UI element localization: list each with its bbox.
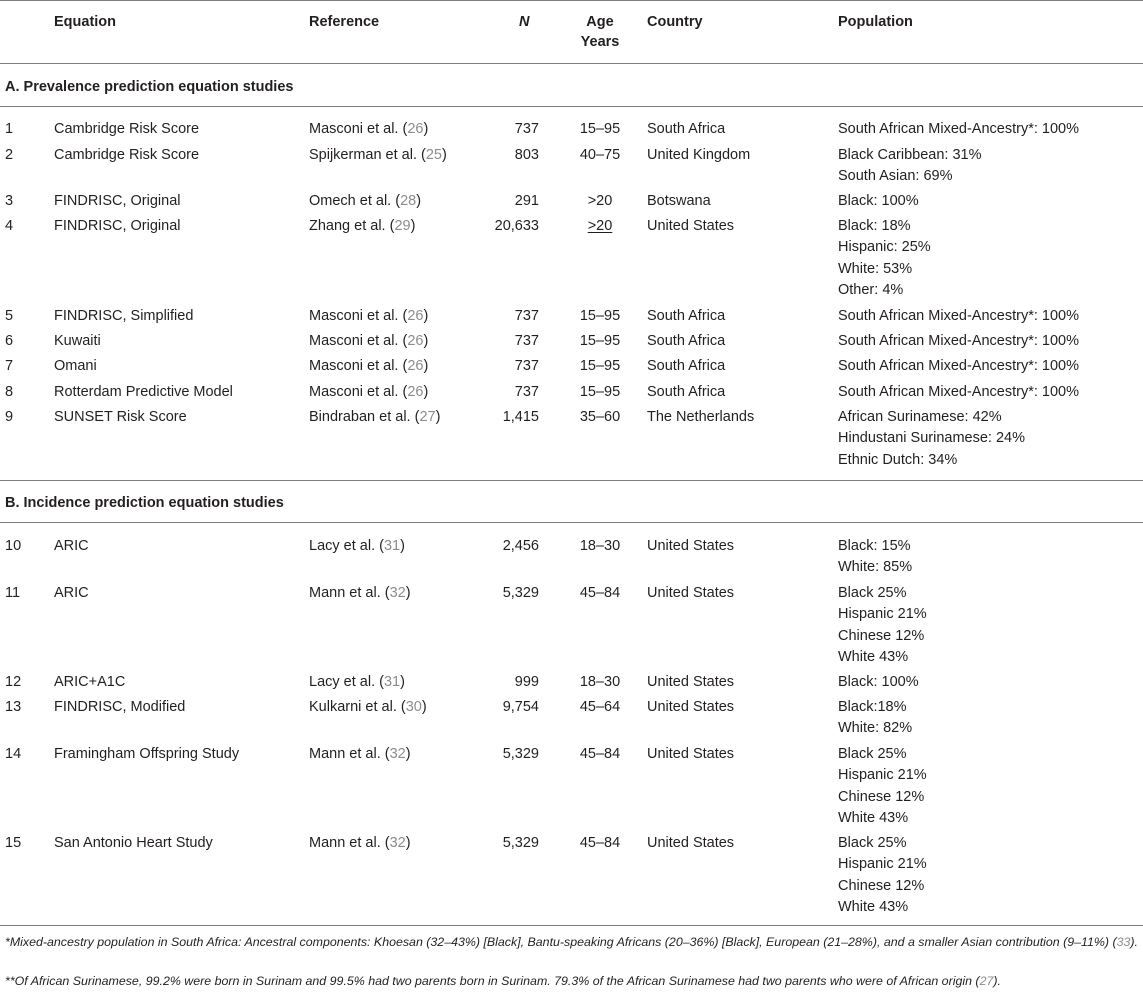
reference-author: Spijkerman et al. ( <box>309 147 426 163</box>
equation-name: Cambridge Risk Score <box>54 121 200 137</box>
reference-cell: Masconi et al. (26) <box>309 308 429 324</box>
reference-number-link[interactable]: 32 <box>389 835 406 851</box>
country: United States <box>647 746 735 762</box>
population-item: Hispanic 21% <box>838 606 927 623</box>
population-item: Black: 100% <box>838 193 919 209</box>
reference-number-link[interactable]: 31 <box>383 674 401 690</box>
population-item: South African Mixed-Ancestry*: 100% <box>838 384 1079 400</box>
country: United States <box>647 218 735 234</box>
top-rule <box>0 0 1143 1</box>
section-b-rule <box>0 522 1143 523</box>
section-a-rule <box>0 106 1143 107</box>
row-number: 4 <box>5 218 14 234</box>
age-range: 18–30 <box>579 674 621 690</box>
age-range: 40–75 <box>579 147 621 163</box>
population-item: Black: 15% <box>838 538 911 554</box>
population-item: Other: 4% <box>838 282 904 299</box>
population-item: Chinese 12% <box>838 627 925 644</box>
row-number: 12 <box>5 674 22 690</box>
reference-number-link[interactable]: 26 <box>407 358 424 374</box>
sample-size: 737 <box>514 121 539 137</box>
reference-number-link[interactable]: 26 <box>407 121 424 137</box>
sample-size: 5,329 <box>502 835 539 851</box>
reference-cell: Spijkerman et al. (25) <box>309 147 447 163</box>
country: South Africa <box>647 384 726 400</box>
section-b-top-rule <box>0 480 1143 481</box>
reference-author: Masconi et al. ( <box>309 333 408 349</box>
row-number: 8 <box>5 384 14 400</box>
population-item: Black: 18% <box>838 218 911 234</box>
equation-name: FINDRISC, Simplified <box>54 308 194 324</box>
age-range: 45–84 <box>579 746 621 762</box>
population-item: Black: 100% <box>838 674 919 690</box>
header-equation: Equation <box>54 14 117 30</box>
row-number: 10 <box>5 538 22 554</box>
population-cell <box>838 306 1079 327</box>
age-range: 15–95 <box>579 333 621 349</box>
header-population: Population <box>838 14 913 30</box>
population-item: White: 53% <box>838 260 913 277</box>
footnote-2-text: **Of African Surinamese, 99.2% were born in Surinam and 99.5% had two parents born in Surinam. 79.3% of the African Surinamese had two parents who were of African origin ( <box>5 974 980 988</box>
reference-cell: Omech et al. (28) <box>309 193 422 209</box>
population-item: Chinese 12% <box>838 788 925 805</box>
population-cell <box>838 216 931 302</box>
reference-number-link[interactable]: 28 <box>400 193 417 209</box>
reference-author: Mann et al. ( <box>309 746 390 762</box>
reference-author: Lacy et al. ( <box>309 674 384 690</box>
age-range: >20 <box>587 218 613 234</box>
age-range: 45–84 <box>579 585 621 601</box>
row-number: 15 <box>5 835 22 851</box>
age-range: 18–30 <box>579 538 621 554</box>
reference-cell: Zhang et al. (29) <box>309 218 416 234</box>
row-number: 9 <box>5 409 14 425</box>
population-item: White: 82% <box>838 720 913 737</box>
sample-size: 803 <box>514 147 539 163</box>
population-item: White 43% <box>838 899 909 916</box>
reference-number-link[interactable]: 31 <box>383 538 401 554</box>
row-number: 13 <box>5 699 22 715</box>
row-number: 1 <box>5 121 14 137</box>
footnote-mixed-ancestry <box>5 933 1138 952</box>
equation-name: SUNSET Risk Score <box>54 409 187 425</box>
country: United Kingdom <box>647 147 751 163</box>
country: The Netherlands <box>647 409 755 425</box>
reference-cell: Masconi et al. (26) <box>309 121 429 137</box>
reference-number-link[interactable]: 26 <box>407 333 424 349</box>
age-range: 15–95 <box>579 121 621 137</box>
reference-cell: Lacy et al. (31) <box>309 538 405 554</box>
country: South Africa <box>647 358 726 374</box>
population-item: White: 85% <box>838 559 913 576</box>
country: United States <box>647 835 735 851</box>
sample-size: 5,329 <box>502 585 539 601</box>
equation-name: Cambridge Risk Score <box>54 147 200 163</box>
row-number: 11 <box>5 585 21 601</box>
population-item: Ethnic Dutch: 34% <box>838 451 958 468</box>
reference-author: Lacy et al. ( <box>309 538 384 554</box>
equation-name: FINDRISC, Original <box>54 193 181 209</box>
reference-cell: Bindraban et al. (27) <box>309 409 441 425</box>
age-range: 15–95 <box>579 308 621 324</box>
reference-author: Mann et al. ( <box>309 585 390 601</box>
population-item: Hispanic: 25% <box>838 239 931 256</box>
population-item: South African Mixed-Ancestry*: 100% <box>838 333 1079 349</box>
reference-cell: Masconi et al. (26) <box>309 333 429 349</box>
equation-name: FINDRISC, Modified <box>54 699 186 715</box>
age-range: 35–60 <box>579 409 621 425</box>
equation-name: Rotterdam Predictive Model <box>54 384 233 400</box>
population-item: Hispanic 21% <box>838 767 927 784</box>
reference-author: Mann et al. ( <box>309 835 390 851</box>
population-cell <box>838 382 1079 403</box>
sample-size: 291 <box>514 193 539 209</box>
reference-cell: Masconi et al. (26) <box>309 384 429 400</box>
population-cell <box>838 536 912 579</box>
reference-cell: Mann et al. (32) <box>309 585 411 601</box>
age-range: 45–64 <box>579 699 621 715</box>
reference-number-link[interactable]: 32 <box>389 585 406 601</box>
equation-name: ARIC <box>54 585 89 601</box>
reference-number-link[interactable]: 30 <box>405 699 422 715</box>
reference-cell: Mann et al. (32) <box>309 835 411 851</box>
population-item: South African Mixed-Ancestry*: 100% <box>838 308 1079 324</box>
sample-size: 737 <box>514 308 539 324</box>
header-age-line1: Age <box>586 14 614 30</box>
equation-name: Framingham Offspring Study <box>54 746 240 762</box>
header-age-line2: Years <box>580 34 620 50</box>
row-number: 5 <box>5 308 14 324</box>
country: United States <box>647 674 735 690</box>
population-cell <box>838 119 1079 140</box>
row-number: 14 <box>5 746 22 762</box>
population-cell <box>838 145 981 188</box>
population-item: South African Mixed-Ancestry*: 100% <box>838 121 1079 137</box>
reference-author: Omech et al. ( <box>309 193 401 209</box>
row-number: 6 <box>5 333 14 349</box>
age-range: 15–95 <box>579 358 621 374</box>
population-item: African Surinamese: 42% <box>838 409 1002 425</box>
sample-size: 2,456 <box>502 538 539 554</box>
population-cell <box>838 191 919 212</box>
section-b-heading: B. Incidence prediction equation studies <box>5 495 284 511</box>
age-range: 15–95 <box>579 384 621 400</box>
row-number: 2 <box>5 147 14 163</box>
population-cell <box>838 356 1079 377</box>
equation-name: San Antonio Heart Study <box>54 835 213 851</box>
population-item: Black 25% <box>838 835 907 851</box>
reference-author: Kulkarni et al. ( <box>309 699 406 715</box>
country: United States <box>647 585 735 601</box>
population-item: Black 25% <box>838 585 907 601</box>
header-reference: Reference <box>309 14 380 30</box>
reference-author: Bindraban et al. ( <box>309 409 420 425</box>
country: Botswana <box>647 193 711 209</box>
footnote-1-ref-link[interactable]: 33 <box>1116 935 1131 949</box>
reference-number-link[interactable]: 27 <box>419 409 436 425</box>
population-item: Black:18% <box>838 699 907 715</box>
reference-author: Masconi et al. ( <box>309 308 408 324</box>
sample-size: 737 <box>514 358 539 374</box>
age-range: >20 <box>587 193 613 209</box>
sample-size: 737 <box>514 333 539 349</box>
country: United States <box>647 699 735 715</box>
reference-number-link[interactable]: 25 <box>425 147 442 163</box>
population-cell <box>838 407 1025 471</box>
population-item: Black Caribbean: 31% <box>838 147 982 163</box>
age-range: 45–84 <box>579 835 621 851</box>
reference-number-link[interactable]: 26 <box>407 384 424 400</box>
population-cell <box>838 672 919 693</box>
sample-size: 737 <box>514 384 539 400</box>
population-item: Chinese 12% <box>838 877 925 894</box>
footnote-1-text: *Mixed-ancestry population in South Africa: Ancestral components: Khoesan (32–43%) [Black], Bantu-speaking Africans (20–36%) [Black], European (21–28%), and a smaller Asian contribution (9–11%) ( <box>5 935 1117 949</box>
population-item: South African Mixed-Ancestry*: 100% <box>838 358 1079 374</box>
footnote-african-surinamese <box>5 972 1138 991</box>
country: South Africa <box>647 308 726 324</box>
header-rule <box>0 63 1143 64</box>
country: South Africa <box>647 121 726 137</box>
reference-author: Masconi et al. ( <box>309 358 408 374</box>
equation-name: ARIC <box>54 538 89 554</box>
reference-number-link[interactable]: 26 <box>407 308 424 324</box>
row-number: 3 <box>5 193 14 209</box>
country: United States <box>647 538 735 554</box>
footnote-2-end: ). <box>993 974 1001 988</box>
population-item: Hindustani Surinamese: 24% <box>838 430 1025 447</box>
sample-size: 1,415 <box>502 409 539 425</box>
row-number: 7 <box>5 358 14 374</box>
population-cell <box>838 833 927 919</box>
population-cell <box>838 583 927 669</box>
reference-cell: Masconi et al. (26) <box>309 358 429 374</box>
reference-cell: Kulkarni et al. (30) <box>309 699 427 715</box>
country: South Africa <box>647 333 726 349</box>
population-item: White 43% <box>838 810 909 827</box>
reference-cell: Mann et al. (32) <box>309 746 411 762</box>
footnote-2-ref-link[interactable]: 27 <box>979 974 994 988</box>
section-a-heading: A. Prevalence prediction equation studies <box>5 79 294 95</box>
population-cell <box>838 697 912 740</box>
population-cell <box>838 744 927 830</box>
population-cell <box>838 331 1079 352</box>
sample-size: 5,329 <box>502 746 539 762</box>
equation-name: Kuwaiti <box>54 333 101 349</box>
header-n: N <box>519 14 530 30</box>
reference-number-link[interactable]: 32 <box>389 746 406 762</box>
footnote-rule <box>0 925 1143 926</box>
reference-number-link[interactable]: 29 <box>394 218 411 234</box>
population-item: White 43% <box>838 649 909 666</box>
reference-author: Zhang et al. ( <box>309 218 395 234</box>
equation-name: FINDRISC, Original <box>54 218 181 234</box>
sample-size: 9,754 <box>502 699 539 715</box>
reference-author: Masconi et al. ( <box>309 384 408 400</box>
sample-size: 20,633 <box>494 218 539 234</box>
population-item: Hispanic 21% <box>838 856 927 873</box>
reference-cell: Lacy et al. (31) <box>309 674 405 690</box>
header-country: Country <box>647 14 703 30</box>
footnote-1-end: ). <box>1130 935 1138 949</box>
sample-size: 999 <box>514 674 539 690</box>
population-item: Black 25% <box>838 746 907 762</box>
reference-author: Masconi et al. ( <box>309 121 408 137</box>
equation-name: ARIC+A1C <box>54 674 126 690</box>
header-age <box>568 12 632 52</box>
equation-name: Omani <box>54 358 97 374</box>
population-item: South Asian: 69% <box>838 168 953 185</box>
